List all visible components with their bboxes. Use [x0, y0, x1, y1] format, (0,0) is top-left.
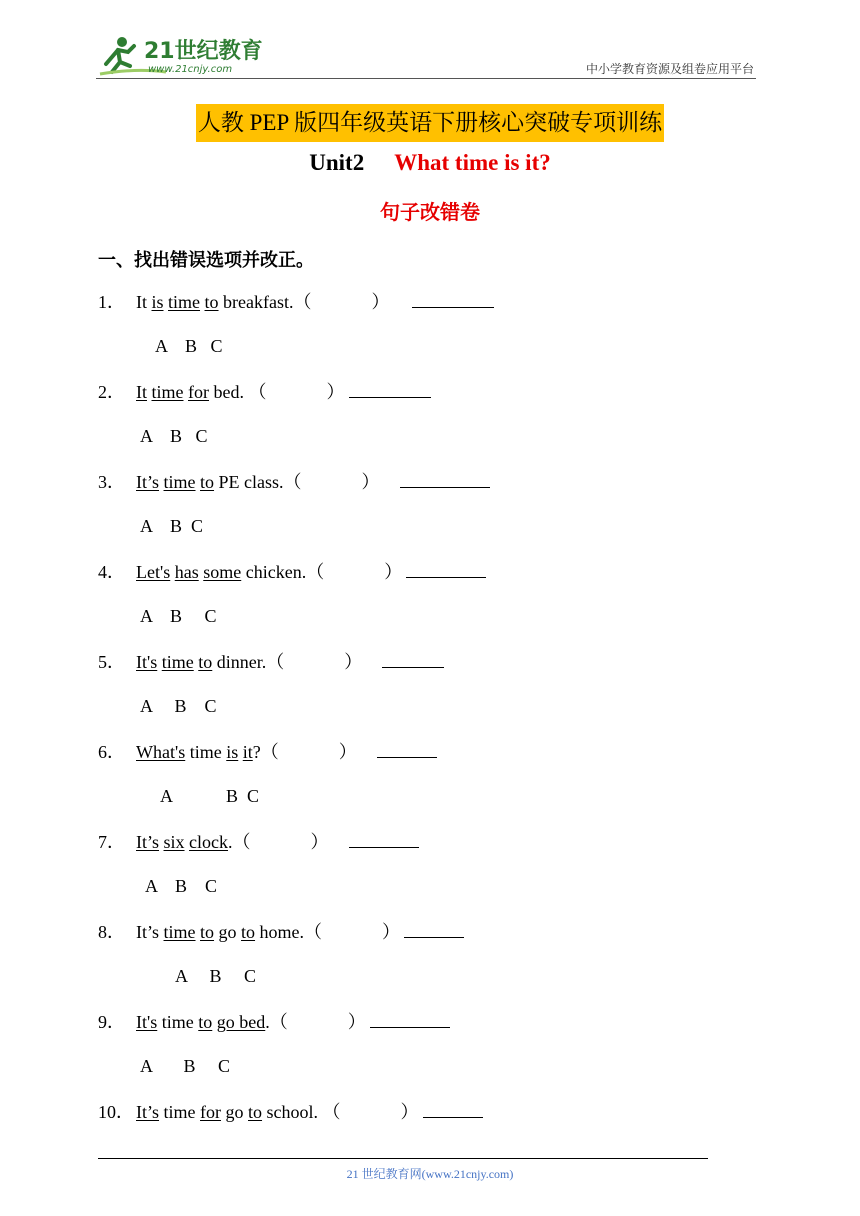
answer-paren-open: （: [283, 472, 302, 492]
underlined-option-word: Let's: [136, 562, 171, 582]
option-letters: A B C: [140, 516, 204, 536]
question-number: 4．: [98, 562, 125, 582]
sentence-text: PE class.: [214, 472, 284, 492]
answer-paren-open: （: [322, 1102, 341, 1122]
underlined-option-word: go bed: [216, 1012, 266, 1032]
correction-blank[interactable]: [412, 291, 494, 308]
correction-blank[interactable]: [400, 471, 490, 488]
underlined-option-word: time: [168, 292, 201, 312]
correction-blank[interactable]: [370, 1011, 450, 1028]
underlined-option-word: It: [136, 382, 147, 402]
question-item: [98, 291, 494, 313]
underlined-option-word: for: [200, 1102, 222, 1122]
underlined-option-word: has: [174, 562, 199, 582]
question-number: 2．: [98, 382, 125, 402]
underlined-option-word: It’s: [136, 1102, 160, 1122]
question-item: [98, 381, 431, 403]
sentence-text: time: [157, 1012, 199, 1032]
sentence-text: go: [214, 922, 242, 942]
answer-paren-close: ）: [347, 1012, 366, 1032]
sentence-text: .: [265, 1012, 270, 1032]
answer-paren-close: ）: [344, 652, 363, 672]
underlined-option-word: to: [200, 472, 215, 492]
question-item: [98, 831, 419, 853]
question-item: [98, 741, 437, 763]
underlined-option-word: for: [188, 382, 209, 402]
option-letters: A B C: [140, 696, 217, 716]
option-letters: A B C: [160, 786, 260, 806]
correction-blank[interactable]: [404, 921, 464, 938]
sentence-text: It: [136, 292, 152, 312]
question-sentence: [136, 292, 294, 312]
answer-paren-open: （: [232, 832, 251, 852]
sentence-text: ?: [252, 742, 261, 762]
question-sentence: [136, 742, 261, 762]
question-number: 1．: [98, 292, 125, 312]
option-letters: A B C: [140, 1056, 231, 1076]
header-divider: [96, 78, 756, 79]
unit-heading: [0, 150, 860, 176]
brand-logo: [96, 34, 266, 78]
underlined-option-word: to: [198, 1012, 213, 1032]
question-item: [98, 471, 490, 493]
answer-paren-close: ）: [384, 562, 403, 582]
sentence-text: .: [228, 832, 233, 852]
paper-subtitle: 句子改错卷: [380, 200, 480, 224]
underlined-option-word: time: [151, 382, 184, 402]
underlined-option-word: time: [161, 652, 194, 672]
question-sentence: [136, 1102, 323, 1122]
svg-text:21世纪教育: 21世纪教育: [144, 39, 263, 64]
underlined-option-word: What's: [136, 742, 186, 762]
svg-text:www.21cnjy.com: www.21cnjy.com: [148, 64, 233, 75]
underlined-option-word: It’s: [136, 472, 160, 492]
underlined-option-word: six: [163, 832, 185, 852]
question-item: [98, 921, 464, 943]
underlined-option-word: is: [151, 292, 164, 312]
underlined-option-word: to: [241, 922, 256, 942]
question-sentence: [136, 382, 249, 402]
underlined-option-word: it: [242, 742, 253, 762]
underlined-option-word: It’s: [136, 832, 160, 852]
sentence-text: time: [159, 1102, 201, 1122]
answer-paren-close: ）: [326, 382, 345, 402]
footer-divider: [98, 1158, 708, 1159]
question-item: [98, 1011, 450, 1033]
sentence-text: breakfast.: [218, 292, 294, 312]
sentence-text: home.: [255, 922, 305, 942]
sentence-text: It’s: [136, 922, 164, 942]
answer-paren-open: （: [248, 382, 267, 402]
unit-question: What time is it?: [394, 150, 551, 175]
answer-paren-open: （: [306, 562, 325, 582]
answer-paren-open: （: [293, 292, 312, 312]
question-sentence: [136, 922, 304, 942]
answer-paren-close: ）: [361, 472, 380, 492]
underlined-option-word: to: [198, 652, 213, 672]
sentence-text: dinner.: [212, 652, 267, 672]
answer-paren-close: ）: [371, 292, 390, 312]
title-row: [0, 104, 860, 142]
sentence-text: bed.: [209, 382, 249, 402]
header-platform-text: 中小学教育资源及组卷应用平台: [585, 62, 754, 76]
sentence-text: time: [185, 742, 227, 762]
correction-blank[interactable]: [406, 561, 486, 578]
sentence-text: chicken.: [241, 562, 307, 582]
question-number: 7．: [98, 832, 125, 852]
answer-paren-close: ）: [338, 742, 357, 762]
underlined-option-word: to: [204, 292, 219, 312]
section-heading: 一、找出错误选项并改正。: [98, 250, 314, 271]
underlined-option-word: It's: [136, 652, 158, 672]
correction-blank[interactable]: [423, 1101, 483, 1118]
correction-blank[interactable]: [349, 831, 419, 848]
answer-paren-open: （: [260, 742, 279, 762]
underlined-option-word: to: [248, 1102, 263, 1122]
underlined-option-word: It's: [136, 1012, 158, 1032]
question-sentence: [136, 652, 266, 672]
option-letters: A B C: [155, 336, 223, 356]
correction-blank[interactable]: [349, 381, 431, 398]
underlined-option-word: some: [203, 562, 242, 582]
answer-paren-close: ）: [310, 832, 329, 852]
answer-paren-open: （: [304, 922, 323, 942]
sentence-text: school.: [262, 1102, 323, 1122]
answer-paren-close: ）: [400, 1102, 419, 1122]
question-number: 6．: [98, 742, 125, 762]
correction-blank[interactable]: [377, 741, 437, 758]
question-sentence: [136, 832, 233, 852]
unit-code: Unit2: [309, 150, 365, 175]
question-number: 9．: [98, 1012, 125, 1032]
question-number: 10．: [98, 1102, 134, 1122]
underlined-option-word: is: [226, 742, 239, 762]
answer-paren-close: ）: [382, 922, 401, 942]
underlined-option-word: time: [163, 922, 196, 942]
footer-text: 21 世纪教育网(www.21cnjy.com): [346, 1167, 514, 1181]
answer-paren-open: （: [266, 652, 285, 672]
underlined-option-word: time: [163, 472, 196, 492]
question-number: 5．: [98, 652, 125, 672]
question-item: [98, 561, 486, 583]
question-sentence: [136, 1012, 270, 1032]
question-number: 3．: [98, 472, 125, 492]
page-title: 人教 PEP 版四年级英语下册核心突破专项训练: [196, 104, 664, 142]
question-item: [98, 651, 444, 673]
answer-paren-open: （: [269, 1012, 288, 1032]
option-letters: A B C: [145, 876, 218, 896]
question-item: [98, 1101, 483, 1123]
underlined-option-word: clock: [189, 832, 229, 852]
underlined-option-word: to: [200, 922, 215, 942]
question-number: 8．: [98, 922, 125, 942]
option-letters: A B C: [140, 606, 217, 626]
question-sentence: [136, 562, 306, 582]
option-letters: A B C: [140, 426, 208, 446]
correction-blank[interactable]: [382, 651, 444, 668]
question-sentence: [136, 472, 284, 492]
sentence-text: go: [221, 1102, 249, 1122]
option-letters: A B C: [175, 966, 257, 986]
